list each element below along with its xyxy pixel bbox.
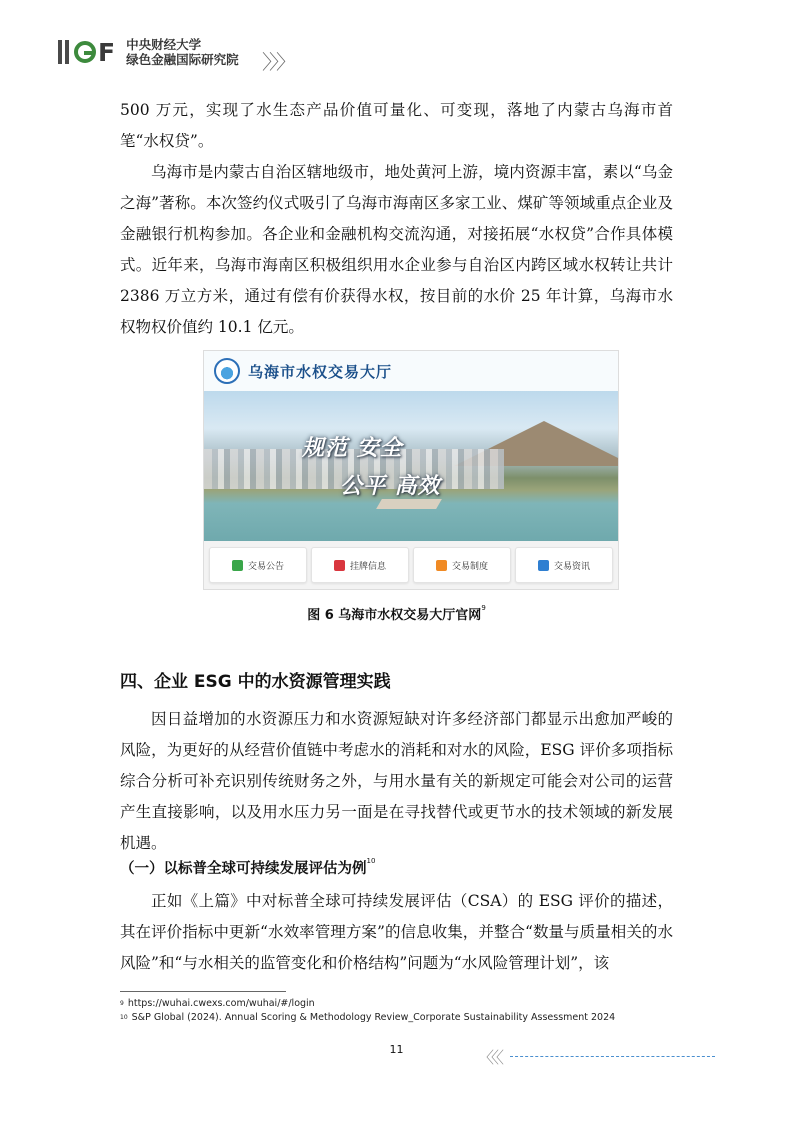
- page-number: 11: [389, 1043, 404, 1056]
- iigf-logo: [58, 38, 116, 67]
- footnote-link[interactable]: https://wuhai.cwexs.com/wuhai/#/login: [127, 998, 315, 1009]
- news-icon: [538, 560, 549, 571]
- footnote-10: [120, 1011, 615, 1025]
- page-header: [58, 35, 239, 69]
- institute-line-2: 绿色金融国际研究院: [126, 52, 239, 67]
- paragraph-2: 乌海市是内蒙古自治区辖地级市，地处黄河上游，境内资源丰富，素以“乌金之海”著称。本次签约仪式吸引了乌海市海南区多家工业、煤矿等领域重点企业及金融银行机构参加。各企业和金融机构交流沟通，对接拓展“水权贷”合作具体模式。近年来，乌海市海南区积极组织用水企业参与自治区内跨区域水权转让共计 2386 万立方米，通过有偿有价获得水权，按目前的水价 25 年计算，乌海市水权物权价值约 10.1 亿元。: [120, 163, 673, 336]
- paragraph-4: 正如《上篇》中对标普全球可持续发展评估（CSA）的 ESG 评价的描述，其在评价指标中更新“水效率管理方案”的信息收集，并整合“数量与质量相关的水风险”和“与水相关的监管变化和价格结构”问题为“水风险管理计划”，该: [120, 892, 673, 972]
- website-nav: [204, 541, 618, 589]
- nav-label: 交易制度: [451, 561, 488, 572]
- logo-bars-icon: [58, 40, 69, 64]
- announcement-icon: [232, 560, 243, 571]
- banner-slogan-1: 规范 安全: [302, 436, 403, 461]
- nav-button-rules[interactable]: [413, 547, 511, 583]
- footer-chevrons-icon: 〈〈〈: [478, 1048, 502, 1067]
- nav-button-announcements[interactable]: [209, 547, 307, 583]
- globe-icon: [74, 41, 96, 63]
- figure-caption: [0, 604, 793, 623]
- footnote-number: 9: [120, 1000, 124, 1007]
- footnote-text: S&P Global (2024). Annual Scoring & Methodology Review_Corporate Sustainability Assessment 2024: [131, 1012, 616, 1023]
- institute-line-1: 中央财经大学: [126, 37, 202, 52]
- footnote-number: 10: [120, 1014, 128, 1021]
- nav-label: 挂牌信息: [349, 561, 386, 572]
- footnote-divider: [120, 991, 286, 992]
- caption-footnote-ref[interactable]: 9: [481, 604, 486, 612]
- footnotes: [120, 997, 615, 1025]
- website-banner: [204, 391, 618, 541]
- nav-button-listings[interactable]: [311, 547, 409, 583]
- logo-text: F: [98, 37, 117, 67]
- header-chevrons-icon: 〉〉〉: [262, 50, 293, 74]
- website-header: [204, 351, 618, 391]
- footnote-9: [120, 997, 615, 1011]
- dam-graphic: [376, 499, 442, 509]
- nav-label: 交易公告: [247, 561, 284, 572]
- subsection-heading: [120, 857, 375, 878]
- banner-slogan-2: 公平 高效: [340, 474, 441, 499]
- nav-button-news[interactable]: [515, 547, 613, 583]
- institute-name: [126, 37, 239, 67]
- subheading-text: （一）以标普全球可持续发展评估为例: [120, 861, 367, 877]
- subheading-footnote-ref[interactable]: 10: [366, 857, 376, 865]
- website-title: 乌海市水权交易大厅: [248, 362, 393, 381]
- footer-dashed-line: [510, 1056, 715, 1057]
- water-exchange-website-figure: [203, 350, 619, 590]
- exchange-emblem-icon: [214, 358, 240, 384]
- listing-icon: [334, 560, 345, 571]
- paragraph-3: 因日益增加的水资源压力和水资源短缺对许多经济部门都显示出愈加严峻的风险，为更好的从经营价值链中考虑水的消耗和对水的风险，ESG 评价多项指标综合分析可补充识别传统财务之外，与用水量有关的新规定可能会对公司的运营产生直接影响，以及用水压力另一面是在寻找替代或更节水的技术领域的新发展机遇。: [120, 710, 673, 852]
- caption-text: 图 6 乌海市水权交易大厅官网: [307, 608, 482, 623]
- paragraph-1: 500 万元，实现了水生态产品价值可量化、可变现，落地了内蒙古乌海市首笔“水权贷”。: [120, 101, 673, 150]
- section-heading: 四、企业 ESG 中的水资源管理实践: [120, 672, 391, 692]
- rules-icon: [436, 560, 447, 571]
- nav-label: 交易资讯: [553, 561, 590, 572]
